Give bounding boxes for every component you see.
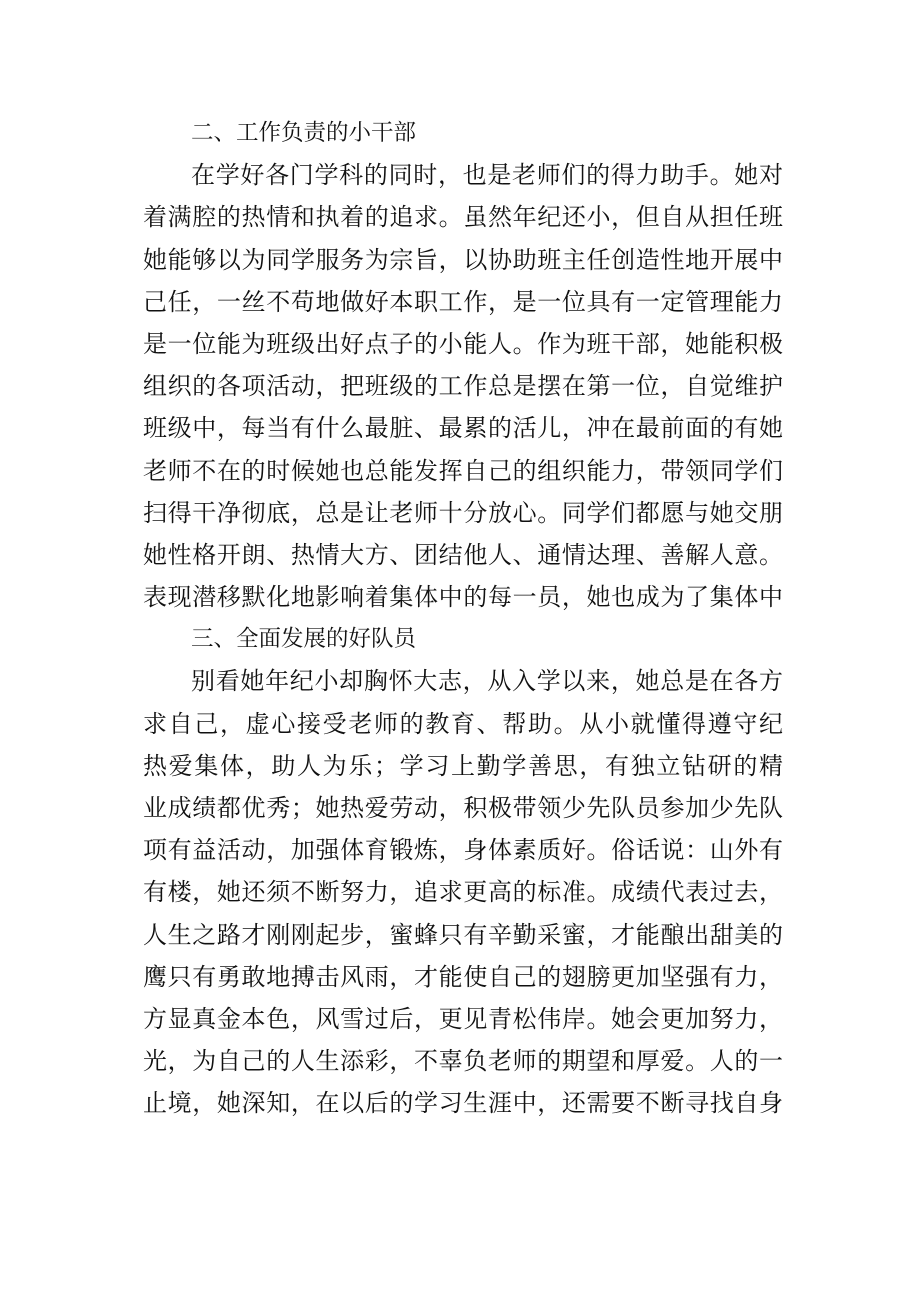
section-heading: 三、全面发展的好队员 (191, 626, 417, 653)
paragraph-line: 着满腔的热情和执着的追求。虽然年纪还小，但自从担任班 (143, 203, 783, 232)
paragraph-line: 有楼，她还须不断努力，追求更高的标准。成绩代表过去， (143, 878, 783, 907)
paragraph-line: 项有益活动，加强体育锻炼，身体素质好。俗话说：山外有 (143, 836, 783, 865)
paragraph-line: 人生之路才刚刚起步，蜜蜂只有辛勤采蜜，才能酿出甜美的 (143, 920, 783, 949)
paragraph-line: 方显真金本色，风雪过后，更见青松伟岸。她会更加努力， (143, 1004, 783, 1033)
paragraph-line: 她性格开朗、热情大方、团结他人、通情达理、善解人意。 (143, 540, 783, 569)
paragraph-line: 光，为自己的人生添彩，不辜负老师的期望和厚爱。人的一 (143, 1047, 783, 1076)
paragraph-line: 表现潜移默化地影响着集体中的每一员，她也成为了集体中 (143, 583, 783, 612)
paragraph-line: 业成绩都优秀；她热爱劳动，积极带领少先队员参加少先队 (143, 794, 783, 822)
paragraph-line: 己任，一丝不苟地做好本职工作，是一位具有一定管理能力 (143, 287, 783, 316)
paragraph-line: 热爱集体，助人为乐；学习上勤学善思，有独立钻研的精 (143, 751, 783, 780)
paragraph-line: 求自己，虚心接受老师的教育、帮助。从小就懂得遵守纪 (143, 709, 783, 738)
paragraph-line: 鹰只有勇敢地搏击风雨，才能使自己的翅膀更加坚强有力， (143, 962, 783, 991)
document-body (143, 112, 783, 1125)
paragraph-line: 止境，她深知，在以后的学习生涯中，还需要不断寻找自身 (143, 1089, 783, 1118)
section-heading: 二、工作负责的小干部 (191, 120, 417, 146)
paragraph-line: 扫得干净彻底，总是让老师十分放心。同学们都愿与她交朋 (143, 498, 783, 527)
paragraph-line: 老师不在的时候她也总能发挥自己的组织能力，带领同学们 (143, 456, 783, 485)
paragraph-line: 班级中，每当有什么最脏、最累的活儿，冲在最前面的有她 (143, 414, 783, 443)
paragraph-line: 组织的各项活动，把班级的工作总是摆在第一位，自觉维护 (143, 372, 783, 401)
paragraph-line: 在学好各门学科的同时，也是老师们的得力助手。她对 (191, 161, 783, 190)
paragraph-line: 她能够以为同学服务为宗旨，以协助班主任创造性地开展中 (143, 245, 783, 274)
paragraph-line: 是一位能为班级出好点子的小能人。作为班干部，她能积极 (143, 329, 783, 358)
paragraph-line: 别看她年纪小却胸怀大志，从入学以来，她总是在各方 (191, 667, 783, 696)
